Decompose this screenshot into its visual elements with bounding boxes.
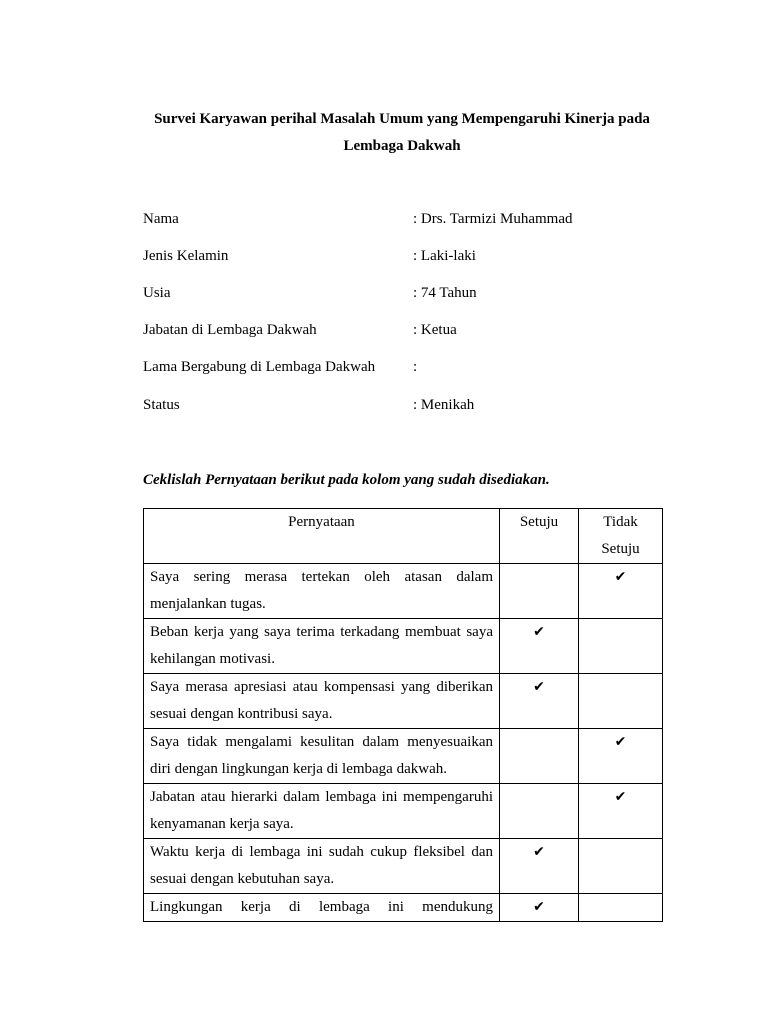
table-row (144, 729, 663, 784)
field-nama (143, 209, 663, 229)
header-tidak-setuju (579, 509, 663, 564)
field-status (143, 395, 663, 415)
header-tidak-setuju-line-1: Tidak (603, 514, 638, 530)
field-label: Jenis Kelamin (143, 248, 229, 264)
agree-check-cell[interactable] (500, 784, 579, 839)
table-row (144, 564, 663, 619)
statement-cell: Waktu kerja di lembaga ini sudah cukup fleksibel dan sesuai dengan kebutuhan saya. (144, 839, 500, 894)
disagree-check-cell[interactable]: ✔ (579, 784, 663, 839)
field-value: : Laki-laki (413, 248, 476, 264)
statement-cell: Lingkungan kerja di lembaga ini mendukung (144, 894, 500, 922)
statement-cell: Saya tidak mengalami kesulitan dalam menyesuaikan diri dengan lingkungan kerja di lembaga dakwah. (144, 729, 500, 784)
disagree-check-cell[interactable]: ✔ (579, 729, 663, 784)
document-title (143, 106, 661, 160)
disagree-check-cell[interactable] (579, 619, 663, 674)
field-value: : Menikah (413, 397, 475, 413)
field-label: Lama Bergabung di Lembaga Dakwah (143, 359, 376, 375)
document-title-line-2: Lembaga Dakwah (343, 138, 461, 154)
field-value: : 74 Tahun (413, 285, 477, 301)
disagree-check-cell[interactable] (579, 894, 663, 922)
header-pernyataan: Pernyataan (144, 509, 500, 564)
field-label: Jabatan di Lembaga Dakwah (143, 322, 317, 338)
disagree-check-cell[interactable] (579, 839, 663, 894)
agree-check-cell[interactable]: ✔ (500, 674, 579, 729)
table-row (144, 619, 663, 674)
table-row (144, 894, 663, 922)
header-tidak-setuju-line-2: Setuju (601, 541, 640, 557)
table-row (144, 674, 663, 729)
field-value: : (413, 359, 418, 375)
field-jabatan (143, 320, 663, 340)
survey-table (143, 508, 663, 922)
table-header-row (144, 509, 663, 564)
statement-cell: Saya sering merasa tertekan oleh atasan dalam menjalankan tugas. (144, 564, 500, 619)
instruction-text: Ceklislah Pernyataan berikut pada kolom yang sudah disediakan. (143, 472, 550, 488)
agree-check-cell[interactable] (500, 564, 579, 619)
field-value: : Drs. Tarmizi Muhammad (413, 211, 573, 227)
table-row (144, 784, 663, 839)
statement-cell: Jabatan atau hierarki dalam lembaga ini mempengaruhi kenyamanan kerja saya. (144, 784, 500, 839)
agree-check-cell[interactable] (500, 729, 579, 784)
disagree-check-cell[interactable]: ✔ (579, 564, 663, 619)
field-lama-bergabung (143, 357, 663, 377)
field-usia (143, 283, 663, 303)
field-label: Nama (143, 211, 179, 227)
disagree-check-cell[interactable] (579, 674, 663, 729)
field-value: : Ketua (413, 322, 457, 338)
agree-check-cell[interactable]: ✔ (500, 894, 579, 922)
table-row (144, 839, 663, 894)
field-label: Status (143, 397, 180, 413)
agree-check-cell[interactable]: ✔ (500, 619, 579, 674)
statement-cell: Beban kerja yang saya terima terkadang membuat saya kehilangan motivasi. (144, 619, 500, 674)
document-title-line-1: Survei Karyawan perihal Masalah Umum yang Mempengaruhi Kinerja pada (154, 111, 650, 127)
agree-check-cell[interactable]: ✔ (500, 839, 579, 894)
header-setuju: Setuju (500, 509, 579, 564)
field-jenis-kelamin (143, 246, 663, 266)
field-label: Usia (143, 285, 171, 301)
statement-cell: Saya merasa apresiasi atau kompensasi yang diberikan sesuai dengan kontribusi saya. (144, 674, 500, 729)
